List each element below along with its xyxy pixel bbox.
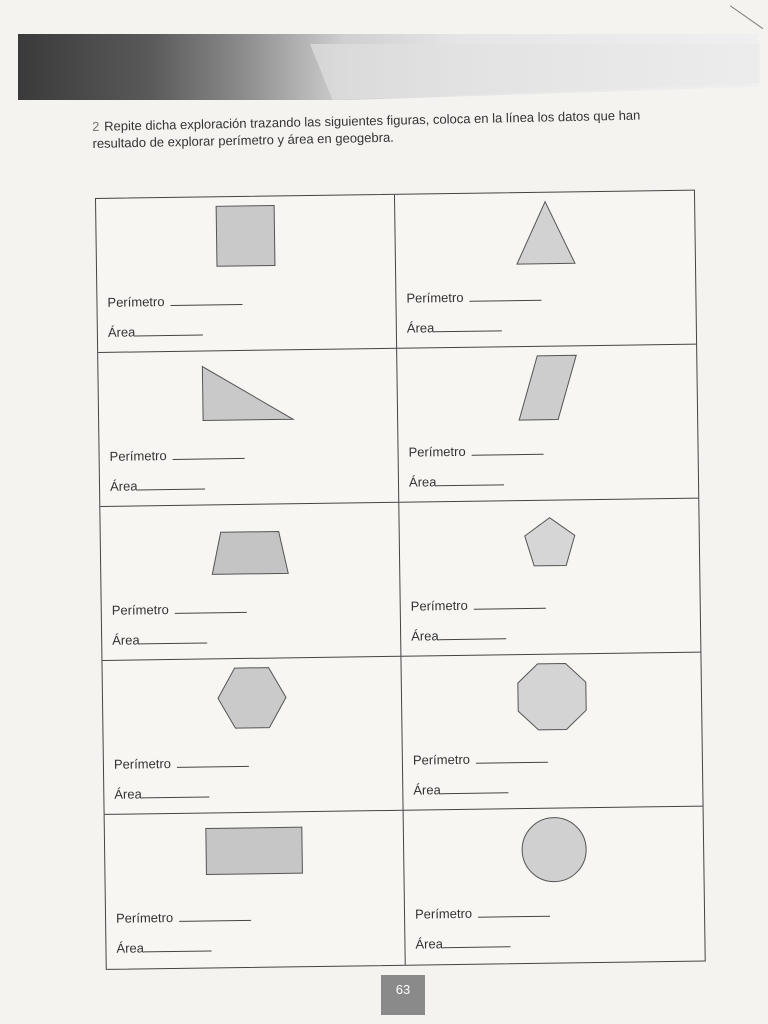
perimeter-label: Perímetro: [412, 751, 471, 768]
shape-holder: [397, 353, 697, 429]
area-field[interactable]: [114, 785, 210, 801]
shape-holder: [96, 203, 395, 279]
figure-cell-parallelogram: [397, 345, 698, 503]
area-blank[interactable]: [142, 796, 210, 798]
trapezoid-icon: [211, 530, 290, 575]
area-blank[interactable]: [140, 642, 208, 644]
perimeter-label: Perímetro: [410, 597, 468, 614]
area-blank[interactable]: [138, 488, 206, 490]
area-blank[interactable]: [434, 330, 502, 332]
area-label: Área: [114, 786, 142, 802]
shape-holder: [402, 661, 702, 737]
perimeter-blank[interactable]: [172, 458, 244, 460]
area-field[interactable]: [415, 935, 511, 951]
perimeter-label: Perímetro: [115, 909, 174, 926]
square-icon: [215, 204, 276, 267]
area-label: Área: [109, 478, 138, 494]
instruction-body: Repite dicha exploración trazando las siguientes figuras, coloca en la línea los datos que han resultado de explorar perímetro y área en geogebra.: [92, 107, 641, 151]
area-blank[interactable]: [144, 950, 212, 952]
header-wedge: [310, 44, 760, 100]
area-field[interactable]: [413, 781, 509, 797]
instruction-text: [92, 105, 693, 152]
area-label: Área: [116, 940, 145, 956]
perimeter-label: Perímetro: [109, 448, 167, 464]
perimeter-field[interactable]: [415, 905, 550, 922]
figure-cell-rectangle: [105, 811, 406, 969]
area-label: Área: [415, 936, 444, 952]
figures-table: [95, 190, 706, 970]
area-label: Área: [413, 782, 441, 798]
area-field[interactable]: [108, 324, 204, 340]
figure-cell-right-triangle: [98, 349, 399, 507]
figure-cell-octagon: [401, 653, 702, 811]
figure-cell-hexagon: [102, 657, 403, 815]
shape-holder: [98, 357, 397, 433]
area-field[interactable]: [407, 319, 503, 335]
octagon-icon: [516, 662, 587, 731]
perimeter-blank[interactable]: [175, 612, 247, 614]
area-label: Área: [411, 628, 439, 644]
shape-holder: [395, 199, 695, 275]
perimeter-field[interactable]: [110, 447, 245, 464]
perimeter-label: Perímetro: [408, 443, 466, 460]
perimeter-label: Perímetro: [414, 905, 473, 922]
perimeter-label: Perímetro: [107, 294, 165, 310]
perimeter-field[interactable]: [406, 289, 541, 306]
area-blank[interactable]: [441, 792, 509, 794]
shape-holder: [103, 665, 402, 741]
perimeter-blank[interactable]: [478, 916, 550, 918]
perimeter-field[interactable]: [114, 755, 249, 772]
circle-icon: [520, 816, 587, 883]
area-blank[interactable]: [135, 335, 203, 337]
perimeter-label: Perímetro: [111, 602, 169, 618]
perimeter-field[interactable]: [413, 751, 548, 768]
figure-cell-trapezoid: [100, 503, 401, 661]
figure-cell-circle: [404, 807, 705, 965]
perimeter-blank[interactable]: [476, 762, 548, 764]
perimeter-blank[interactable]: [473, 608, 545, 610]
shape-holder: [105, 819, 404, 895]
area-blank[interactable]: [437, 484, 505, 486]
area-field[interactable]: [112, 631, 208, 647]
perimeter-label: Perímetro: [406, 289, 464, 306]
shape-holder: [100, 511, 399, 587]
page-number: 63: [381, 975, 425, 1015]
figure-cell-square: [96, 195, 397, 353]
perimeter-blank[interactable]: [469, 300, 541, 302]
area-label: Área: [406, 320, 435, 336]
area-blank[interactable]: [443, 946, 511, 948]
triangle-icon: [515, 200, 576, 265]
area-field[interactable]: [110, 477, 206, 493]
area-blank[interactable]: [439, 638, 507, 640]
perimeter-field[interactable]: [116, 909, 251, 926]
area-field[interactable]: [116, 939, 212, 955]
perimeter-field[interactable]: [408, 443, 543, 460]
parallelogram-icon: [517, 354, 578, 421]
perimeter-blank[interactable]: [179, 920, 251, 922]
area-field[interactable]: [411, 627, 507, 643]
figure-cell-pentagon: [399, 499, 700, 657]
instruction-number: 2: [92, 118, 100, 134]
pentagon-icon: [523, 516, 576, 567]
area-label: Área: [408, 474, 437, 490]
perimeter-blank[interactable]: [471, 454, 543, 456]
area-label: Área: [112, 632, 140, 648]
perimeter-blank[interactable]: [177, 766, 249, 768]
perimeter-field[interactable]: [107, 293, 242, 310]
perimeter-field[interactable]: [112, 601, 247, 618]
perimeter-label: Perímetro: [113, 755, 172, 772]
shape-holder: [399, 507, 699, 583]
rectangle-icon: [205, 826, 304, 875]
perimeter-blank[interactable]: [170, 304, 242, 306]
shape-holder: [404, 815, 704, 891]
area-field[interactable]: [409, 473, 505, 489]
figure-cell-triangle: [395, 191, 696, 349]
area-label: Área: [107, 324, 136, 340]
right-triangle-icon: [201, 364, 294, 421]
perimeter-field[interactable]: [411, 597, 546, 614]
hexagon-icon: [217, 666, 288, 729]
